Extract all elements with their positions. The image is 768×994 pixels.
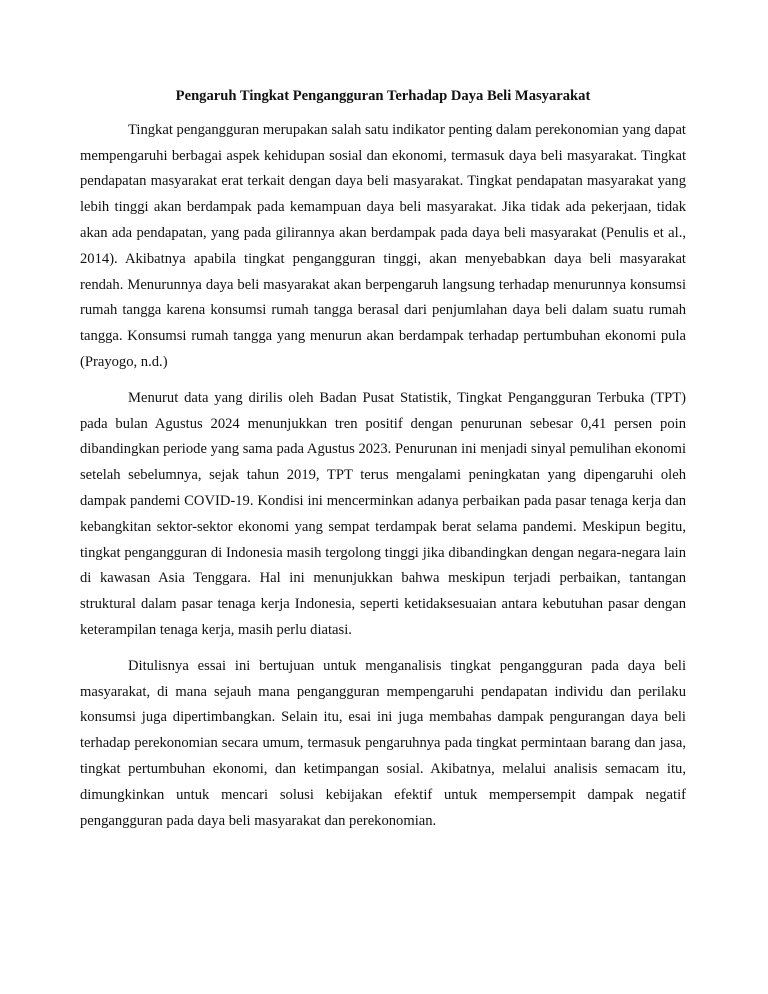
- document-page: [80, 84, 686, 844]
- document-title: Pengaruh Tingkat Pengangguran Terhadap Daya Beli Masyarakat: [175, 88, 591, 104]
- paragraph-2: Menurut data yang dirilis oleh Badan Pusat Statistik, Tingkat Pengangguran Terbuka (TPT) pada bulan Agustus 2024 menunjukkan tren positif dengan penurunan sebesar 0,41 persen poin dibandingkan periode yang sama pada Agustus 2023. Penurunan ini menjadi sinyal pemulihan ekonomi setelah sebelumnya, sejak tahun 2019, TPT terus mengalami peningkatan yang dipengaruhi oleh dampak pandemi COVID-19. Kondisi ini mencerminkan adanya perbaikan pada pasar tenaga kerja dan kebangkitan sektor-sektor ekonomi yang sempat terdampak berat selama pandemi. Meskipun begitu, tingkat pengangguran di Indonesia masih tergolong tinggi jika dibandingkan dengan negara-negara lain di kawasan Asia Tenggara. Hal ini menunjukkan bahwa meskipun terjadi perbaikan, tantangan struktural dalam pasar tenaga kerja Indonesia, seperti ketidaksesuaian antara kebutuhan pasar dengan keterampilan tenaga kerja, masih perlu diatasi.: [80, 389, 686, 638]
- paragraph-1: Tingkat pengangguran merupakan salah satu indikator penting dalam perekonomian yang dapat mempengaruhi berbagai aspek kehidupan sosial dan ekonomi, termasuk daya beli masyarakat. Tingkat pendapatan masyarakat erat terkait dengan daya beli masyarakat. Tingkat pendapatan masyarakat yang lebih tinggi akan berdampak pada kemampuan daya beli masyarakat. Jika tidak ada pekerjaan, tidak akan ada pendapatan, yang pada gilirannya akan berdampak pada daya beli masyarakat (Penulis et al., 2014). Akibatnya apabila tingkat pengangguran tinggi, akan menyebabkan daya beli masyarakat rendah. Menurunnya daya beli masyarakat akan berpengaruh langsung terhadap menurunnya konsumsi rumah tangga karena konsumsi rumah tangga berasal dari penjumlahan daya beli dalam suatu rumah tangga. Konsumsi rumah tangga yang menurun akan berdampak terhadap pertumbuhan ekonomi pula (Prayogo, n.d.): [80, 121, 686, 370]
- paragraph-3: Ditulisnya essai ini bertujuan untuk menganalisis tingkat pengangguran pada daya beli masyarakat, di mana sejauh mana pengangguran mempengaruhi pendapatan individu dan perilaku konsumsi juga dipertimbangkan. Selain itu, esai ini juga membahas dampak pengurangan daya beli terhadap perekonomian secara umum, termasuk pengaruhnya pada tingkat permintaan barang dan jasa, tingkat pertumbuhan ekonomi, dan ketimpangan sosial. Akibatnya, melalui analisis semacam itu, dimungkinkan untuk mencari solusi kebijakan efektif untuk mempersempit dampak negatif pengangguran pada daya beli masyarakat dan perekonomian.: [80, 657, 686, 829]
